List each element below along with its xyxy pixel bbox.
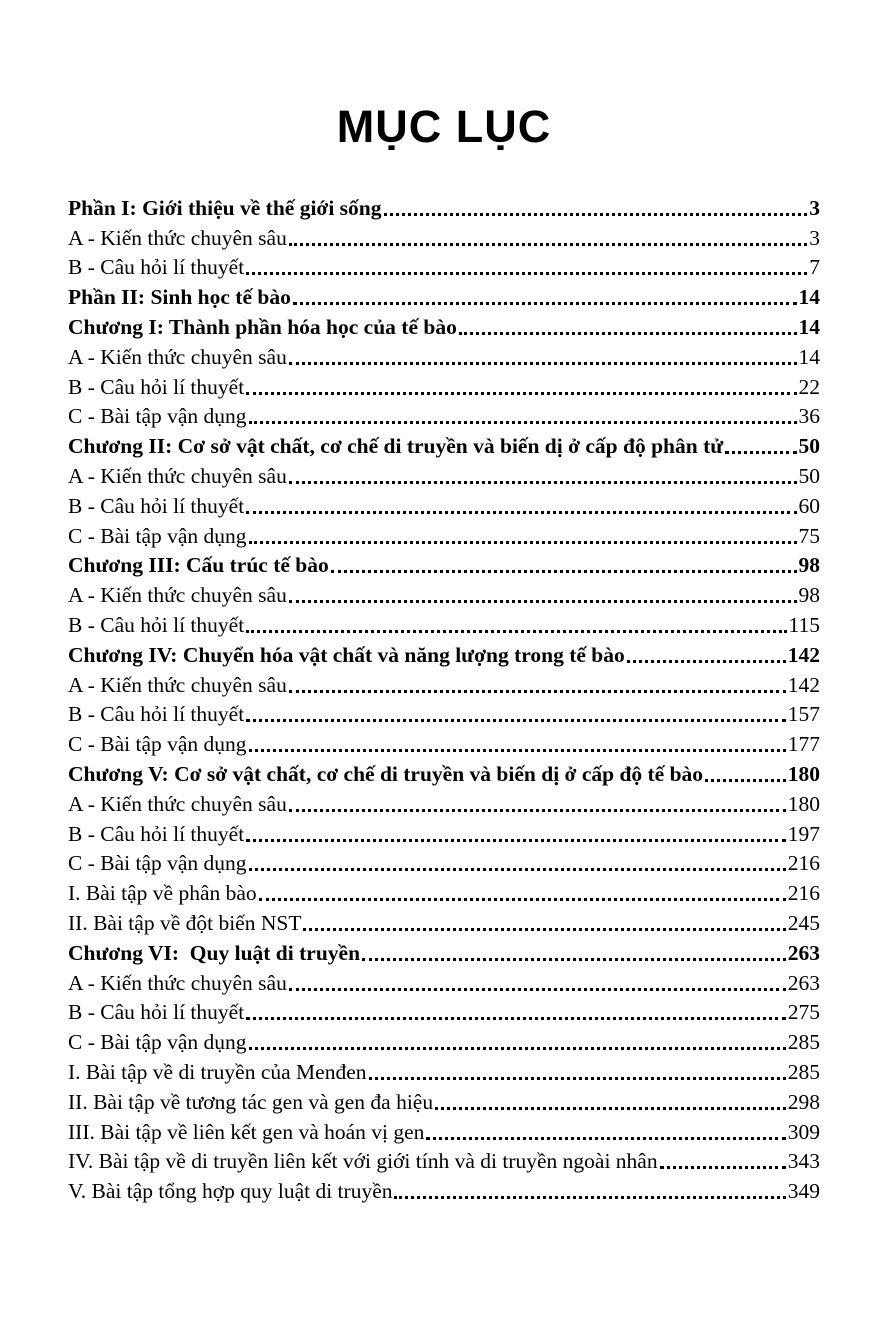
toc-entry-label: C - Bài tập vận dụng (68, 732, 247, 757)
toc-entry (68, 222, 820, 252)
toc-entry (68, 1056, 820, 1086)
dot-leader (725, 451, 796, 454)
toc-entry-label: Phần II: Sinh học tế bào (68, 285, 291, 310)
toc-entry (68, 281, 820, 311)
toc-entry (68, 1086, 820, 1116)
toc-entry-label: Chương V: Cơ sở vật chất, cơ chế di truyền và biến dị ở cấp độ tế bào (68, 761, 704, 786)
toc-entry (68, 490, 820, 520)
toc-entry-page: 180 (787, 791, 820, 816)
toc-entry-label: Chương IV: Chuyển hóa vật chất và năng lượng trong tế bào (68, 642, 625, 667)
dot-leader (660, 1166, 786, 1169)
toc-entry-page: 245 (787, 910, 820, 935)
toc-entry-page: 142 (787, 642, 820, 667)
toc-entry (68, 937, 820, 967)
toc-entry (68, 550, 820, 580)
toc-entry (68, 252, 820, 282)
toc-entry-label: IV. Bài tập về di truyền liên kết với giới tính và di truyền ngoài nhân (68, 1149, 658, 1174)
toc-entry-page: 98 (798, 553, 820, 578)
dot-leader (289, 600, 797, 603)
toc-entry-label: I. Bài tập về phân bào (68, 881, 257, 906)
toc-entry-page: 263 (787, 940, 820, 965)
dot-leader (249, 868, 786, 871)
toc-entry (68, 430, 820, 460)
toc-entry-page: 275 (787, 1000, 820, 1025)
toc-entry (68, 818, 820, 848)
toc-entry-page: 98 (798, 583, 820, 608)
toc-entry-label: B - Câu hỏi lí thuyết (68, 612, 245, 637)
dot-leader (246, 392, 796, 395)
dot-leader (289, 243, 807, 246)
toc-entry (68, 192, 820, 222)
toc-entry-label: B - Câu hỏi lí thuyết (68, 1000, 245, 1025)
toc-entry (68, 401, 820, 431)
toc-entry (68, 639, 820, 669)
dot-leader (246, 630, 786, 633)
toc-entry-page: 22 (798, 374, 820, 399)
toc-entry (68, 1116, 820, 1146)
dot-leader (627, 660, 786, 663)
toc-entry-label: II. Bài tập về đột biến NST (68, 910, 302, 935)
toc-entry (68, 520, 820, 550)
toc-entry-page: 115 (788, 612, 820, 637)
dot-leader (289, 809, 786, 812)
toc-entry-label: C - Bài tập vận dụng (68, 404, 247, 429)
dot-leader (459, 332, 797, 335)
toc-entry-label: B - Câu hỏi lí thuyết (68, 493, 245, 518)
toc-entry-page: 75 (798, 523, 820, 548)
toc-entry (68, 788, 820, 818)
toc-entry-label: C - Bài tập vận dụng (68, 1030, 247, 1055)
toc-entry (68, 848, 820, 878)
toc-entry (68, 609, 820, 639)
dot-leader (435, 1107, 786, 1110)
toc-entry-page: 142 (787, 672, 820, 697)
toc-entry-page: 50 (798, 463, 820, 488)
dot-leader (246, 839, 786, 842)
dot-leader (249, 1047, 786, 1050)
toc-entry-page: 285 (787, 1030, 820, 1055)
toc-entry-label: B - Câu hỏi lí thuyết (68, 255, 245, 280)
toc-entry-page: 14 (798, 344, 820, 369)
toc-entry-page: 60 (798, 493, 820, 518)
dot-leader (249, 749, 786, 752)
dot-leader (289, 362, 797, 365)
toc-list (68, 192, 820, 1205)
toc-entry-label: Chương II: Cơ sở vật chất, cơ chế di truyền và biến dị ở cấp độ phân tử (68, 434, 724, 459)
toc-entry-label: II. Bài tập về tương tác gen và gen đa hiệu (68, 1089, 434, 1114)
toc-entry (68, 728, 820, 758)
toc-entry-page: 36 (798, 404, 820, 429)
toc-entry-page: 197 (787, 821, 820, 846)
toc-entry-page: 180 (787, 761, 820, 786)
dot-leader (246, 719, 786, 722)
dot-leader (362, 958, 786, 961)
toc-entry-label: B - Câu hỏi lí thuyết (68, 821, 245, 846)
toc-entry (68, 758, 820, 788)
dot-leader (249, 421, 797, 424)
toc-entry-label: C - Bài tập vận dụng (68, 523, 247, 548)
dot-leader (249, 541, 797, 544)
toc-entry (68, 907, 820, 937)
dot-leader (384, 213, 808, 216)
toc-entry-label: Chương VI: Quy luật di truyền (68, 940, 361, 965)
toc-entry (68, 371, 820, 401)
toc-entry-label: A - Kiến thức chuyên sâu (68, 583, 287, 608)
dot-leader (426, 1137, 785, 1140)
toc-entry-page: 349 (787, 1179, 820, 1204)
dot-leader (246, 272, 807, 275)
toc-entry-page: 343 (787, 1149, 820, 1174)
toc-entry-page: 216 (787, 881, 820, 906)
toc-entry-page: 3 (809, 225, 820, 250)
toc-entry-page: 216 (787, 851, 820, 876)
toc-entry (68, 1175, 820, 1205)
toc-entry-label: V. Bài tập tổng hợp quy luật di truyền (68, 1179, 393, 1204)
toc-entry (68, 579, 820, 609)
toc-entry-label: I. Bài tập về di truyền của Menđen (68, 1059, 367, 1084)
toc-entry (68, 311, 820, 341)
toc-entry-label: A - Kiến thức chuyên sâu (68, 225, 287, 250)
toc-entry (68, 997, 820, 1027)
dot-leader (289, 690, 786, 693)
toc-entry-page: 309 (787, 1119, 820, 1144)
toc-entry-page: 157 (787, 702, 820, 727)
toc-entry (68, 877, 820, 907)
dot-leader (331, 570, 797, 573)
dot-leader (259, 898, 786, 901)
toc-entry (68, 341, 820, 371)
toc-entry-page: 177 (787, 732, 820, 757)
toc-entry-label: A - Kiến thức chuyên sâu (68, 463, 287, 488)
toc-entry-page: 263 (787, 970, 820, 995)
dot-leader (246, 511, 796, 514)
toc-entry (68, 1026, 820, 1056)
toc-entry-label: Chương III: Cấu trúc tế bào (68, 553, 329, 578)
dot-leader (246, 1017, 786, 1020)
dot-leader (289, 481, 797, 484)
dot-leader (394, 1196, 785, 1199)
toc-entry-page: 14 (798, 314, 820, 339)
toc-entry-label: Phần I: Giới thiệu về thế giới sống (68, 195, 382, 220)
dot-leader (289, 988, 786, 991)
dot-leader (303, 928, 785, 931)
toc-entry-page: 285 (787, 1059, 820, 1084)
toc-entry-label: C - Bài tập vận dụng (68, 851, 247, 876)
toc-entry-label: Chương I: Thành phần hóa học của tế bào (68, 314, 457, 339)
toc-entry-page: 14 (798, 285, 820, 310)
toc-entry-page: 7 (809, 255, 820, 280)
toc-entry-label: A - Kiến thức chuyên sâu (68, 344, 287, 369)
toc-entry-label: III. Bài tập về liên kết gen và hoán vị gen (68, 1119, 425, 1144)
toc-entry-page: 3 (809, 195, 820, 220)
toc-entry (68, 967, 820, 997)
dot-leader (705, 779, 786, 782)
toc-entry (68, 699, 820, 729)
toc-entry-label: B - Câu hỏi lí thuyết (68, 702, 245, 727)
toc-entry-label: B - Câu hỏi lí thuyết (68, 374, 245, 399)
dot-leader (293, 302, 797, 305)
toc-entry (68, 460, 820, 490)
toc-entry-label: A - Kiến thức chuyên sâu (68, 970, 287, 995)
page-title: MỤC LỤC (336, 101, 552, 152)
toc-entry-page: 298 (787, 1089, 820, 1114)
toc-entry-page: 50 (798, 434, 820, 459)
toc-entry (68, 669, 820, 699)
toc-entry (68, 1146, 820, 1176)
toc-entry-label: A - Kiến thức chuyên sâu (68, 791, 287, 816)
toc-entry-label: A - Kiến thức chuyên sâu (68, 672, 287, 697)
dot-leader (369, 1077, 786, 1080)
